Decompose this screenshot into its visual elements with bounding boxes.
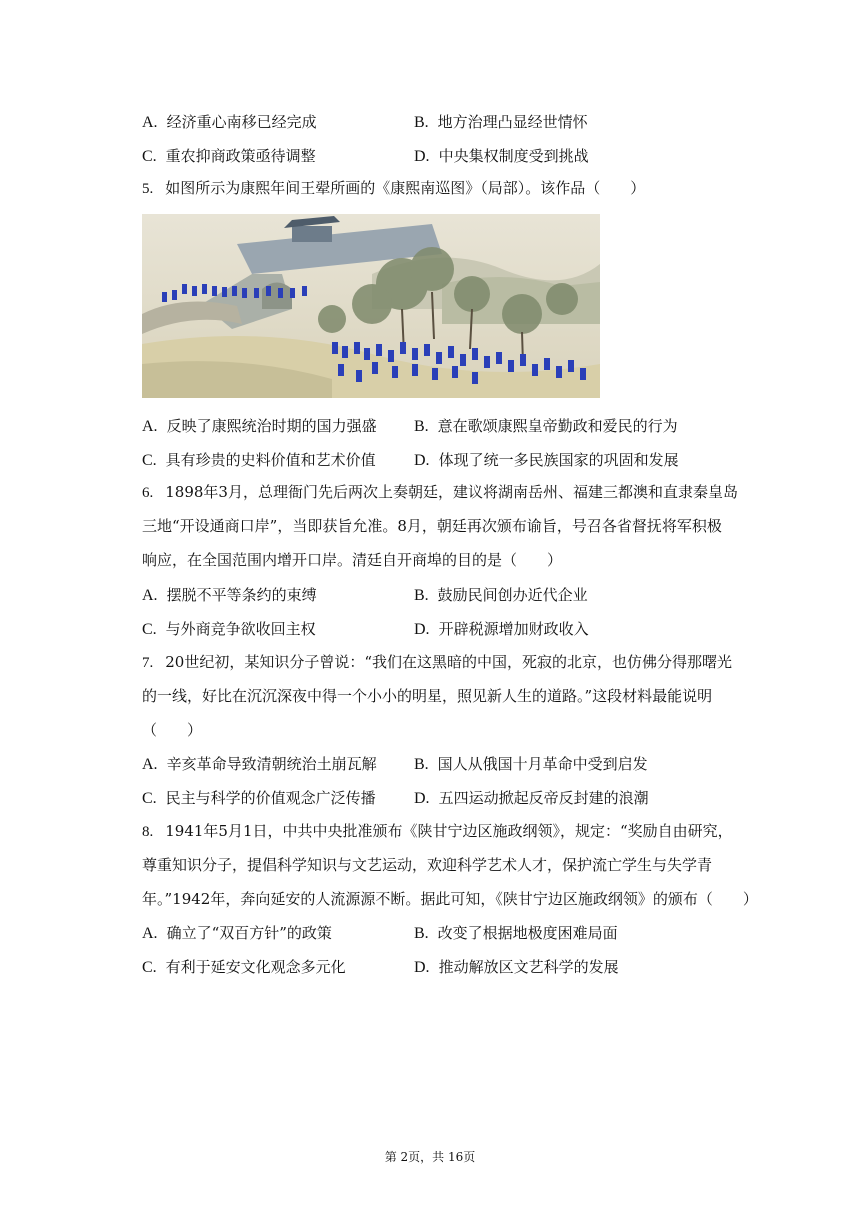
q7-option-a: A. 辛亥革命导致清朝统治土崩瓦解 [142,755,377,773]
q8-option-a: A. 确立了“双百方针”的政策 [142,924,332,942]
q6-option-a: A. 摆脱不平等条约的束缚 [142,586,317,604]
q5-option-a: A. 反映了康熙统治时期的国力强盛 [142,417,377,435]
q7-option-c: C. 民主与科学的价值观念广泛传播 [142,789,376,807]
question-6-stem-line-2: 三地“开设通商口岸”，当即获旨允准。8月，朝廷再次颁布谕旨，号召各省督抚将军积极 [142,517,722,535]
option-a: A. 经济重心南移已经完成 [142,113,317,131]
question-5-stem: 5. 如图所示为康熙年间王翚所画的《康熙南巡图》（局部）。该作品（ ） [142,179,646,197]
q6-option-c: C. 与外商竞争欲收回主权 [142,620,316,638]
q5-option-d: D. 体现了统一多民族国家的巩固和发展 [414,451,679,469]
kangxi-southern-tour-painting [142,214,600,398]
q7-option-b: B. 国人从俄国十月革命中受到启发 [414,755,648,773]
q8-option-d: D. 推动解放区文艺科学的发展 [414,958,619,976]
question-6-stem-line-1: 6. 1898年3月，总理衙门先后两次上奏朝廷，建议将湖南岳州、福建三都澳和直隶秦皇岛 [142,483,738,501]
option-c: C. 重农抑商政策亟待调整 [142,147,316,165]
q8-option-b: B. 改变了根据地极度困难局面 [414,924,618,942]
question-7-stem-line-2: 的一线，好比在沉沉深夜中得一个小小的明星，照见新人生的道路。”这段材料最能说明 [142,687,713,705]
q6-option-d: D. 开辟税源增加财政收入 [414,620,589,638]
question-8-stem-line-3: 年。”1942年，奔向延安的人流源源不断。据此可知，《陕甘宁边区施政纲领》的颁布（ ） [142,890,758,908]
question-8-stem-line-2: 尊重知识分子，提倡科学知识与文艺运动，欢迎科学艺术人才，保护流亡学生与失学青 [142,856,713,874]
q7-option-d: D. 五四运动掀起反帝反封建的浪潮 [414,789,649,807]
question-6-stem-line-3: 响应，在全国范围内增开口岸。清廷自开商埠的目的是（ ） [142,551,563,569]
q5-option-c: C. 具有珍贵的史料价值和艺术价值 [142,451,376,469]
option-d: D. 中央集权制度受到挑战 [414,147,589,165]
question-8-stem-line-1: 8. 1941年5月1日，中共中央批准颁布《陕甘宁边区施政纲领》，规定：“奖励自由研究， [142,822,733,840]
q5-option-b: B. 意在歌颂康熙皇帝勤政和爱民的行为 [414,417,678,435]
option-b: B. 地方治理凸显经世情怀 [414,113,588,131]
page-number-footer: 第 2页，共 16页 [384,1150,476,1164]
q8-option-c: C. 有利于延安文化观念多元化 [142,958,346,976]
q6-option-b: B. 鼓励民间创办近代企业 [414,586,588,604]
question-7-stem-line-3: （ ） [142,721,203,739]
question-7-stem-line-1: 7. 20世纪初，某知识分子曾说：“我们在这黑暗的中国，死寂的北京，也仿佛分得那曙光 [142,653,733,671]
